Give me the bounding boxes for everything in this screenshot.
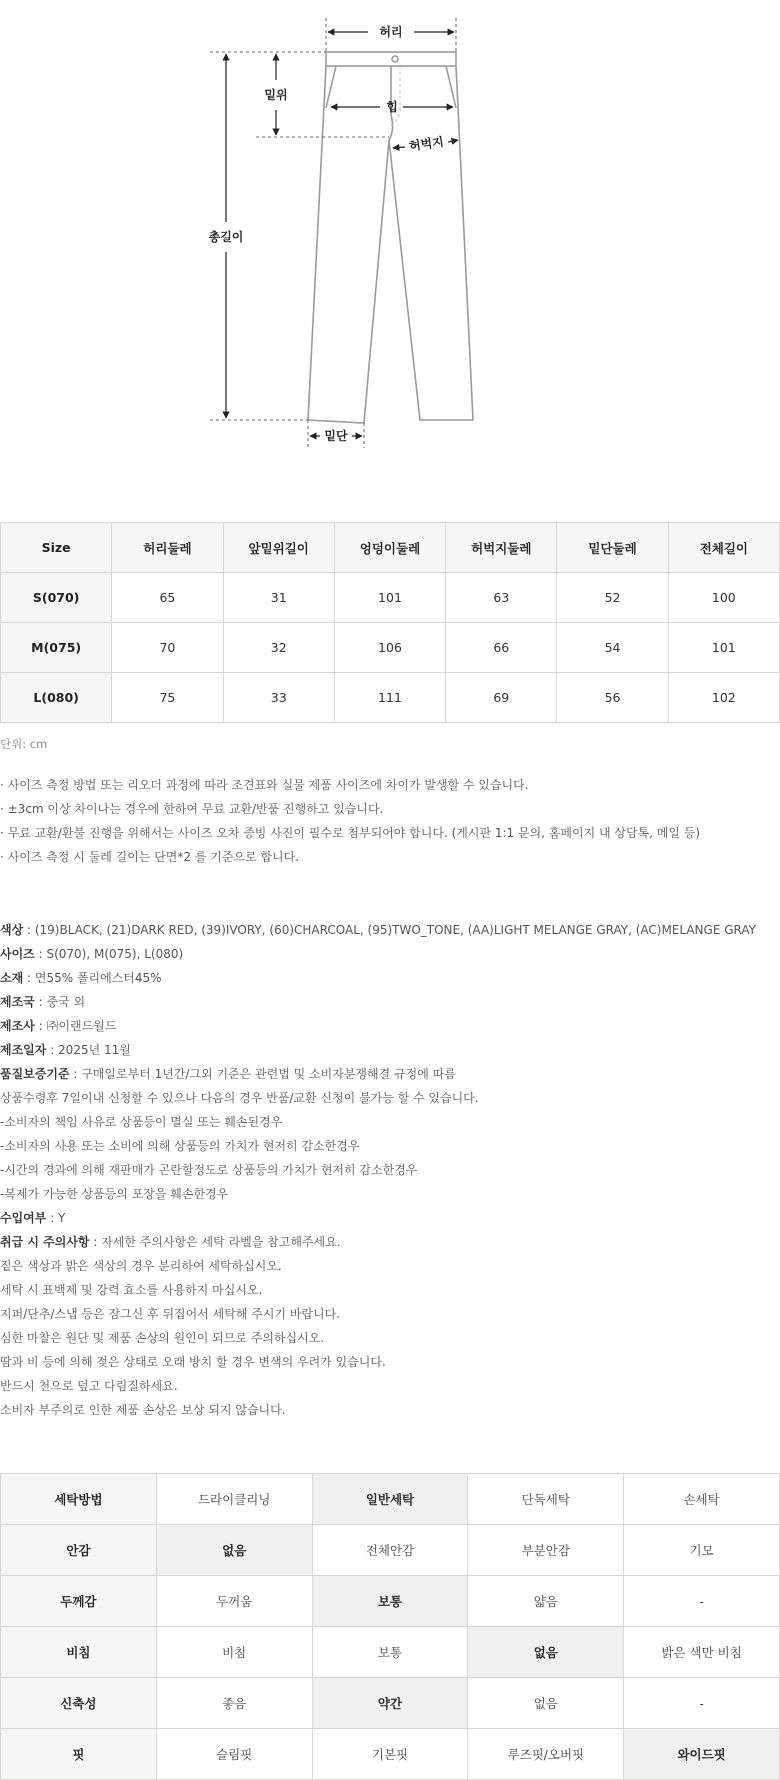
care-attributes-table xyxy=(0,1473,780,1780)
size-notes-list xyxy=(0,773,780,869)
info-text: 짙은 색상과 밝은 색상의 경우 분리하여 세탁하십시오. xyxy=(0,1259,282,1273)
care-row-header: 신축성 xyxy=(1,1678,157,1729)
care-option-selected: 없음 xyxy=(468,1627,624,1678)
info-row xyxy=(0,1398,780,1422)
table-cell: 111 xyxy=(334,673,445,723)
care-option: 드라이클리닝 xyxy=(156,1474,312,1525)
total-length-label: 총길이 xyxy=(208,230,244,244)
info-text: : Y xyxy=(46,1211,66,1225)
hem-label: 밑단 xyxy=(324,429,348,443)
note-item: · ±3cm 이상 차이나는 경우에 한하여 무료 교환/반품 진행하고 있습니다. xyxy=(0,802,384,816)
info-row xyxy=(0,942,780,966)
care-option: 손세탁 xyxy=(624,1474,780,1525)
info-text: 지퍼/단추/스냅 등은 잠그신 후 뒤집어서 세탁해 주시기 바랍니다. xyxy=(0,1307,340,1321)
info-text: 반드시 천으로 덮고 다림질하세요. xyxy=(0,1379,178,1393)
pants-measurement-diagram xyxy=(0,0,780,460)
info-text: 땀과 비 등에 의해 젖은 상태로 오래 방치 할 경우 변색의 우려가 있습니다. xyxy=(0,1355,386,1369)
care-row-header: 핏 xyxy=(1,1729,157,1780)
care-option: 부분안감 xyxy=(468,1525,624,1576)
care-row xyxy=(1,1678,780,1729)
care-row xyxy=(1,1627,780,1678)
care-option-selected: 일반세탁 xyxy=(312,1474,468,1525)
table-cell: 63 xyxy=(446,573,557,623)
table-cell: 31 xyxy=(223,573,334,623)
table-cell: 52 xyxy=(557,573,668,623)
table-cell: 54 xyxy=(557,623,668,673)
info-row xyxy=(0,1086,780,1110)
info-row xyxy=(0,1374,780,1398)
info-text: 상품수령후 7일이내 신청할 수 있으나 다음의 경우 반품/교환 신청이 불가능 할 수 있습니다. xyxy=(0,1091,479,1105)
thigh-label: 허벅지 xyxy=(408,134,445,154)
table-cell: 65 xyxy=(112,573,223,623)
care-option: 비침 xyxy=(156,1627,312,1678)
info-row xyxy=(0,1062,780,1086)
note-item: · 무료 교환/환불 진행을 위해서는 사이즈 오차 증빙 사진이 필수로 첨부되어야 합니다. (게시판 1:1 문의, 홈페이지 내 상담톡, 메일 등) xyxy=(0,826,701,840)
info-row xyxy=(0,990,780,1014)
info-text: : (19)BLACK, (21)DARK RED, (39)IVORY, (60)CHARCOAL, (95)TWO_TONE, (AA)LIGHT MELANGE GRAY, (AC)MELANGE GRAY xyxy=(23,923,756,937)
column-header-waist: 허리둘레 xyxy=(112,523,223,573)
note-item: · 사이즈 측정 시 둘레 길이는 단면*2 를 기준으로 합니다. xyxy=(0,850,300,864)
info-text: 세탁 시 표백제 및 강력 효소를 사용하지 마십시오. xyxy=(0,1283,263,1297)
table-cell: 69 xyxy=(446,673,557,723)
size-table xyxy=(0,522,780,723)
thigh-arrow-right xyxy=(448,140,458,142)
care-option-selected: 와이드핏 xyxy=(624,1729,780,1780)
care-row-header: 비침 xyxy=(1,1627,157,1678)
info-label: 제조사 xyxy=(0,1019,35,1033)
table-row xyxy=(1,573,780,623)
column-header-front-rise: 앞밑위길이 xyxy=(223,523,334,573)
care-option: 루즈핏/오버핏 xyxy=(468,1729,624,1780)
care-option-selected: 보통 xyxy=(312,1576,468,1627)
table-cell: 33 xyxy=(223,673,334,723)
care-option: 단독세탁 xyxy=(468,1474,624,1525)
size-cell: S(070) xyxy=(1,573,112,623)
info-label: 취급 시 주의사항 xyxy=(0,1235,90,1249)
hip-label: 힙 xyxy=(386,100,398,114)
info-label: 사이즈 xyxy=(0,947,35,961)
note-item: · 사이즈 측정 방법 또는 리오더 과정에 따라 조견표와 실물 제품 사이즈에 차이가 발생할 수 있습니다. xyxy=(0,778,529,792)
column-header-total-length: 전체길이 xyxy=(668,523,779,573)
care-option: 두꺼움 xyxy=(156,1576,312,1627)
care-row-header: 안감 xyxy=(1,1525,157,1576)
info-label: 소재 xyxy=(0,971,24,985)
info-row xyxy=(0,918,780,942)
measurement-arrows xyxy=(226,32,458,436)
care-option: 좋음 xyxy=(156,1678,312,1729)
size-cell: L(080) xyxy=(1,673,112,723)
table-cell: 32 xyxy=(223,623,334,673)
info-text: : S(070), M(075), L(080) xyxy=(34,947,184,961)
care-table-body xyxy=(1,1474,780,1780)
table-cell: 100 xyxy=(668,573,779,623)
info-label: 품질보증기준 xyxy=(0,1067,70,1081)
table-cell: 70 xyxy=(112,623,223,673)
info-label: 수입여부 xyxy=(0,1211,47,1225)
info-row xyxy=(0,1110,780,1134)
info-text: -소비자의 책임 사유로 상품등이 멸실 또는 훼손된경우 xyxy=(0,1115,283,1129)
zipper-stitch xyxy=(391,66,400,126)
info-text: -시간의 경과에 의해 재판매가 곤란할정도로 상품등의 가치가 현저히 감소한경우 xyxy=(0,1163,418,1177)
info-text: : 면55% 폴리에스터45% xyxy=(23,971,162,985)
table-cell: 56 xyxy=(557,673,668,723)
unit-note: 단위: cm xyxy=(0,737,48,751)
care-option: 기본핏 xyxy=(312,1729,468,1780)
column-header-hip: 엉덩이둘레 xyxy=(334,523,445,573)
table-cell: 101 xyxy=(334,573,445,623)
care-option: - xyxy=(624,1576,780,1627)
table-row xyxy=(1,673,780,723)
care-option: 얇음 xyxy=(468,1576,624,1627)
table-cell: 75 xyxy=(112,673,223,723)
care-option: 없음 xyxy=(468,1678,624,1729)
care-row xyxy=(1,1525,780,1576)
info-row xyxy=(0,1038,780,1062)
info-text: : 중국 외 xyxy=(34,995,86,1009)
table-cell: 66 xyxy=(446,623,557,673)
info-text: : ㈜이랜드월드 xyxy=(34,1019,117,1033)
info-text: : 자세한 주의사항은 세탁 라벨을 참고해주세요. xyxy=(89,1235,341,1249)
column-header-thigh: 허벅지둘레 xyxy=(446,523,557,573)
info-text: 소비자 부주의로 인한 제품 손상은 보상 되지 않습니다. xyxy=(0,1403,286,1417)
info-row xyxy=(0,1302,780,1326)
table-cell: 101 xyxy=(668,623,779,673)
info-text: : 구매일로부터 1년간/그외 기준은 관련법 및 소비자분쟁해결 규정에 따름 xyxy=(69,1067,456,1081)
care-option: 보통 xyxy=(312,1627,468,1678)
info-row xyxy=(0,1182,780,1206)
info-row xyxy=(0,1254,780,1278)
info-text: 심한 마찰은 원단 및 제품 손상의 원인이 되므로 주의하십시오. xyxy=(0,1331,325,1345)
care-row xyxy=(1,1729,780,1780)
info-row xyxy=(0,1230,780,1254)
info-label: 제조일자 xyxy=(0,1043,47,1057)
column-header-hem: 밑단둘레 xyxy=(557,523,668,573)
care-option: 전체안감 xyxy=(312,1525,468,1576)
info-row xyxy=(0,1014,780,1038)
info-row xyxy=(0,1206,780,1230)
care-option-selected: 약간 xyxy=(312,1678,468,1729)
rise-label: 밑위 xyxy=(264,88,288,102)
care-row xyxy=(1,1474,780,1525)
guide-lines xyxy=(210,18,456,448)
info-text: -소비자의 사용 또는 소비에 의해 상품등의 가치가 현저히 감소한경우 xyxy=(0,1139,360,1153)
care-option: 슬림핏 xyxy=(156,1729,312,1780)
info-text: : 2025년 11월 xyxy=(46,1043,131,1057)
info-row xyxy=(0,966,780,990)
table-cell: 102 xyxy=(668,673,779,723)
thigh-arrow-left xyxy=(393,147,405,148)
info-row xyxy=(0,1158,780,1182)
info-row xyxy=(0,1134,780,1158)
info-row xyxy=(0,1350,780,1374)
care-option-selected: 없음 xyxy=(156,1525,312,1576)
size-cell: M(075) xyxy=(1,623,112,673)
care-row-header: 세탁방법 xyxy=(1,1474,157,1525)
pants-illustration xyxy=(0,0,780,460)
waist-label: 허리 xyxy=(379,25,403,39)
info-row xyxy=(0,1278,780,1302)
care-option: 밝은 색만 비침 xyxy=(624,1627,780,1678)
care-row xyxy=(1,1576,780,1627)
product-info xyxy=(0,918,780,1422)
info-label: 색상 xyxy=(0,923,24,937)
care-option: - xyxy=(624,1678,780,1729)
care-option: 기모 xyxy=(624,1525,780,1576)
table-cell: 106 xyxy=(334,623,445,673)
column-header-size: Size xyxy=(1,523,112,573)
info-text: -복제가 가능한 상품등의 포장을 훼손한경우 xyxy=(0,1187,229,1201)
size-table-header-row xyxy=(1,523,780,573)
info-label: 제조국 xyxy=(0,995,35,1009)
care-row-header: 두께감 xyxy=(1,1576,157,1627)
info-row xyxy=(0,1326,780,1350)
table-row xyxy=(1,623,780,673)
